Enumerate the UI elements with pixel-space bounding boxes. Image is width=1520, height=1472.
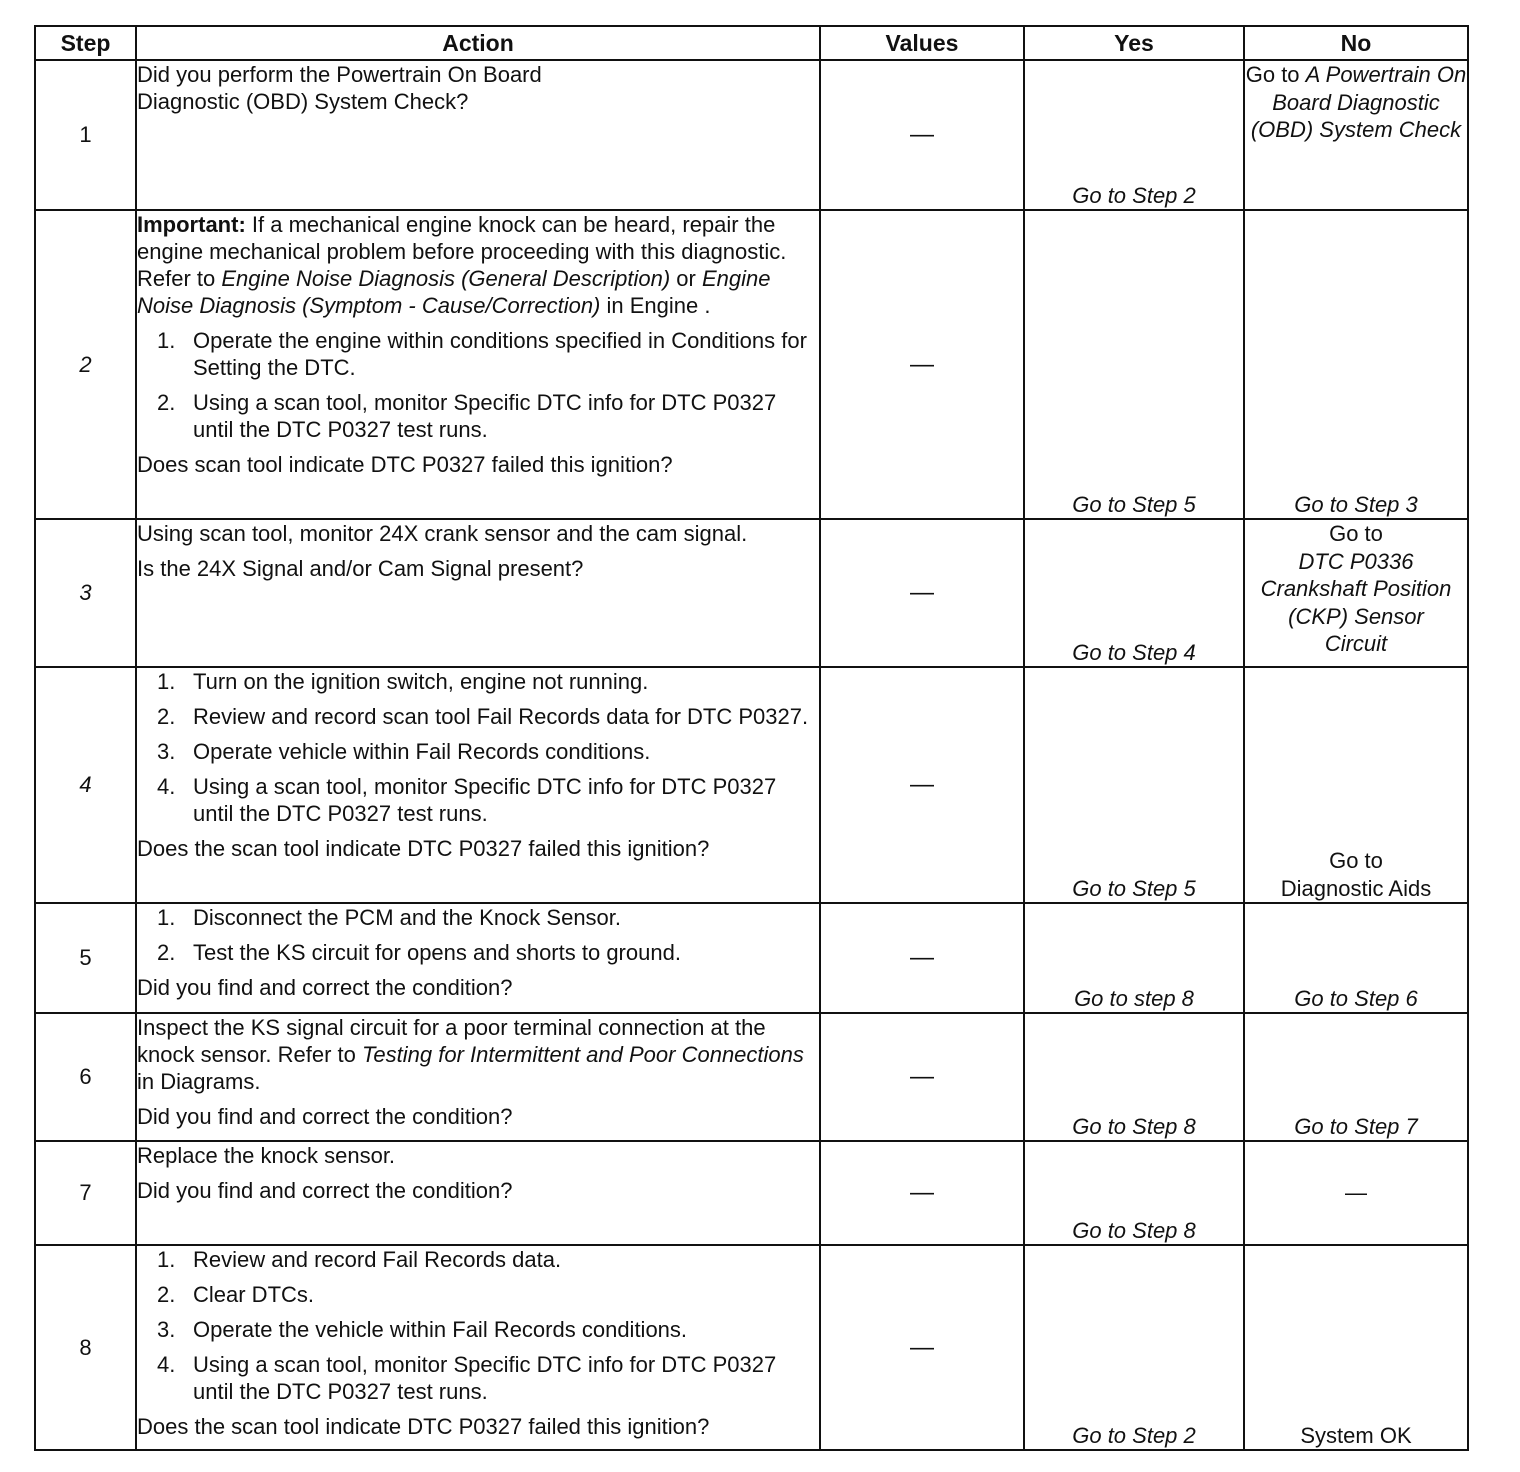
- question-text: Is the 24X Signal and/or Cam Signal present?: [137, 556, 584, 581]
- yes-cell: Go to Step 5: [1024, 210, 1244, 519]
- values-cell: —: [820, 60, 1024, 210]
- step-number: 1: [35, 60, 136, 210]
- list-item: 2. Using a scan tool, monitor Specific DTC info for DTC P0327 until the DTC P0327 test runs.: [157, 390, 777, 442]
- question-text: Does the scan tool indicate DTC P0327 failed this ignition?: [137, 836, 710, 861]
- no-goto: Go to: [1329, 848, 1383, 873]
- action-cell: [136, 1013, 820, 1141]
- list-item: 4. Using a scan tool, monitor Specific DTC info for DTC P0327 until the DTC P0327 test runs.: [157, 1352, 777, 1404]
- step-number: 3: [35, 519, 136, 667]
- header-row: [35, 26, 1468, 60]
- header-values: Values: [820, 26, 1024, 60]
- no-cell: Go to Step 6: [1244, 903, 1468, 1013]
- no-cell: [1244, 667, 1468, 903]
- values-cell: —: [820, 519, 1024, 667]
- list-item: 3. Operate vehicle within Fail Records conditions.: [157, 739, 651, 764]
- header-yes: Yes: [1024, 26, 1244, 60]
- no-reference: A Powertrain On Board Diagnostic (OBD) System Check: [1250, 62, 1467, 142]
- in-engine-text: in Engine .: [600, 293, 711, 318]
- action-steps: [137, 668, 819, 827]
- yes-cell: Go to Step 2: [1024, 60, 1244, 210]
- yes-cell: Go to Step 8: [1024, 1013, 1244, 1141]
- list-item: 2. Test the KS circuit for opens and shorts to ground.: [157, 940, 681, 965]
- no-cell: [1244, 519, 1468, 667]
- action-cell: [136, 60, 820, 210]
- question-text: Did you find and correct the condition?: [137, 1178, 513, 1203]
- yes-cell: Go to Step 5: [1024, 667, 1244, 903]
- list-item: 1. Turn on the ignition switch, engine not running.: [157, 669, 649, 694]
- list-item: 1. Review and record Fail Records data.: [157, 1247, 562, 1272]
- table-row: [35, 210, 1468, 519]
- no-cell: —: [1244, 1141, 1468, 1245]
- values-cell: —: [820, 210, 1024, 519]
- no-reference: DTC P0336 Crankshaft Position (CKP) Sensor Circuit: [1260, 548, 1452, 656]
- values-cell: —: [820, 1141, 1024, 1245]
- step-number: 5: [35, 903, 136, 1013]
- list-item: 2. Clear DTCs.: [157, 1282, 315, 1307]
- step-number: 8: [35, 1245, 136, 1450]
- action-text: Inspect the KS signal circuit for a poor terminal connection at the knock sensor. Refer to Testing for Intermittent and Poor Connections in Diagrams.: [137, 1015, 804, 1094]
- question-text: Does the scan tool indicate DTC P0327 failed this ignition?: [137, 1414, 710, 1439]
- yes-cell: Go to step 8: [1024, 903, 1244, 1013]
- table-row: [35, 903, 1468, 1013]
- table-row: [35, 1141, 1468, 1245]
- no-cell: [1244, 60, 1468, 210]
- or-text: or: [670, 266, 702, 291]
- header-no: No: [1244, 26, 1468, 60]
- reference-symptom: Engine Noise Diagnosis (Symptom - Cause/Correction): [137, 266, 771, 318]
- values-cell: —: [820, 1013, 1024, 1141]
- list-item: 1. Operate the engine within conditions specified in Conditions for Setting the DTC.: [157, 328, 807, 380]
- no-cell: Go to Step 7: [1244, 1013, 1468, 1141]
- action-cell: [136, 519, 820, 667]
- table-row: [35, 1245, 1468, 1450]
- yes-cell: Go to Step 8: [1024, 1141, 1244, 1245]
- action-cell: [136, 667, 820, 903]
- no-cell: Go to Step 3: [1244, 210, 1468, 519]
- action-text: Did you perform the Powertrain On Board Diagnostic (OBD) System Check?: [137, 62, 542, 114]
- important-note: [137, 211, 819, 319]
- action-steps: [137, 1246, 819, 1405]
- yes-cell: Go to Step 2: [1024, 1245, 1244, 1450]
- list-item: 1. Disconnect the PCM and the Knock Sensor.: [157, 905, 622, 930]
- no-cell: System OK: [1244, 1245, 1468, 1450]
- action-steps: [137, 327, 819, 443]
- step-number: 6: [35, 1013, 136, 1141]
- action-cell: [136, 1141, 820, 1245]
- list-item: 3. Operate the vehicle within Fail Records conditions.: [157, 1317, 688, 1342]
- yes-cell: Go to Step 4: [1024, 519, 1244, 667]
- no-goto: Go to: [1245, 62, 1300, 87]
- action-steps: [137, 904, 819, 966]
- important-label: Important:: [137, 212, 246, 237]
- action-cell: [136, 210, 820, 519]
- table-row: [35, 519, 1468, 667]
- header-step: Step: [35, 26, 136, 60]
- reference-general: Engine Noise Diagnosis (General Description): [221, 266, 671, 291]
- question-text: Did you find and correct the condition?: [137, 1104, 513, 1129]
- question-text: Does scan tool indicate DTC P0327 failed this ignition?: [137, 452, 673, 477]
- list-item: 4. Using a scan tool, monitor Specific DTC info for DTC P0327 until the DTC P0327 test runs.: [157, 774, 777, 826]
- diagnostic-table: [34, 25, 1469, 1451]
- list-item: 2. Review and record scan tool Fail Records data for DTC P0327.: [157, 704, 809, 729]
- action-cell: [136, 903, 820, 1013]
- in-diagrams-text: in Diagrams.: [137, 1069, 261, 1094]
- step-number: 2: [35, 210, 136, 519]
- no-reference: Diagnostic Aids: [1280, 875, 1432, 901]
- step-number: 7: [35, 1141, 136, 1245]
- action-text: Replace the knock sensor.: [137, 1143, 396, 1168]
- table-row: [35, 1013, 1468, 1141]
- values-cell: —: [820, 903, 1024, 1013]
- step-number: 4: [35, 667, 136, 903]
- header-action: Action: [136, 26, 820, 60]
- important-text: If a mechanical engine knock can be heard, repair the engine mechanical problem before proceeding with this diagnostic. Refer to: [137, 212, 787, 291]
- table-row: [35, 667, 1468, 903]
- no-goto: Go to: [1329, 521, 1383, 546]
- action-cell: [136, 1245, 820, 1450]
- reference-testing: Testing for Intermittent and Poor Connections: [362, 1042, 804, 1067]
- values-cell: —: [820, 667, 1024, 903]
- action-text: Using scan tool, monitor 24X crank sensor and the cam signal.: [137, 521, 748, 546]
- table-row: [35, 60, 1468, 210]
- values-cell: —: [820, 1245, 1024, 1450]
- question-text: Did you find and correct the condition?: [137, 975, 513, 1000]
